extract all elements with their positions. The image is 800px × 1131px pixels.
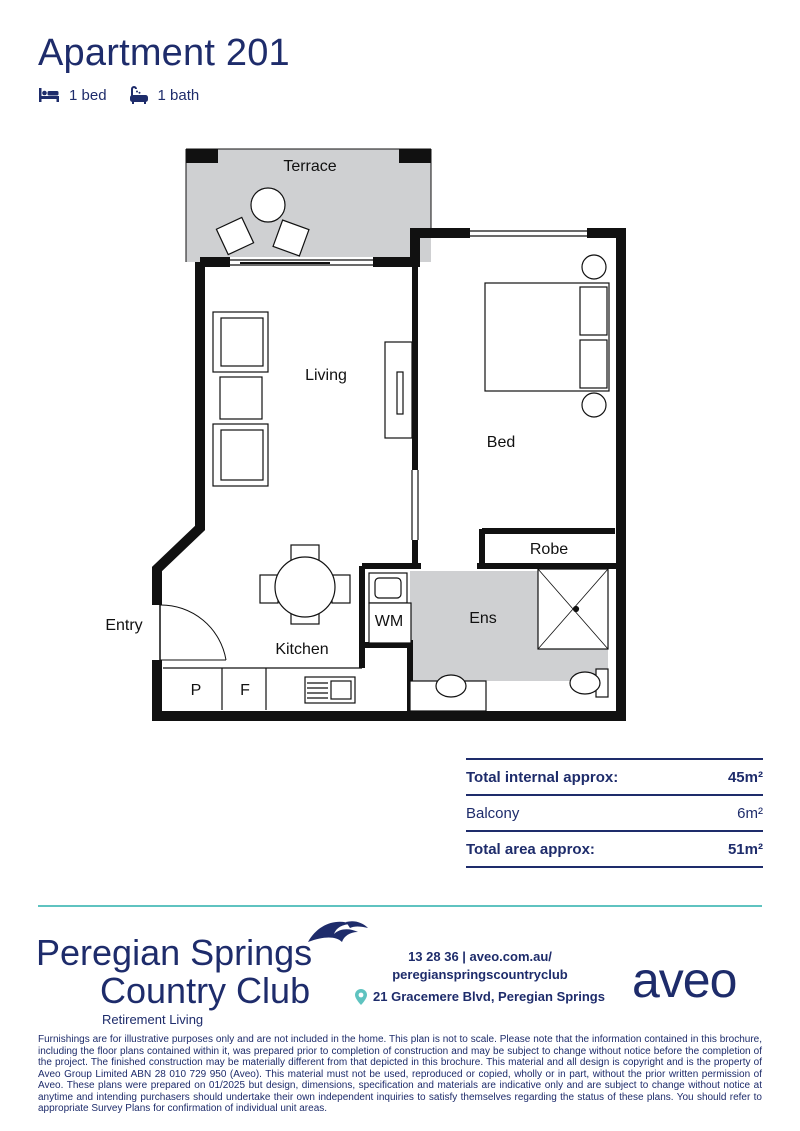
robe-label: Robe (529, 541, 569, 558)
kitchen-label: Kitchen (275, 641, 329, 658)
area-value: 6m² (737, 804, 763, 822)
peregian-springs-logo (36, 918, 336, 1028)
area-value: 51m² (727, 840, 763, 858)
fridge-label: F (240, 682, 250, 699)
web-path: peregianspringscountryclub (392, 967, 568, 982)
laundry-label: WM (374, 613, 404, 630)
disclaimer: Furnishings are for illustrative purposes only and are not included in the home. This plan is not to scale. Please note that the information contained in this brochure, including the floor plans contained within it, was prepared prior to completion of construction and may be subject to change without notice before the completion of the project. The finished construction may be materially different from that depicted in this brochure. This material and all design is copyright and is the property of Aveo Group Limited ABN 28 010 729 950 (Aveo). This material must not be used, reproduced or copied, wholly or in part, without the prior written permission of Aveo. These plans were prepared on 01/2025 but design, dimensions, specification and materials are indicative only and are subject to change without notice at anytime and intending purchasers should undertake their own independent inquiries to satisfy themselves regarding the status of these plans. You should refer to appropriate Survey Plans for confirmation of individual unit areas. (38, 1034, 762, 1114)
living-furniture (213, 312, 412, 486)
area-row-total (466, 832, 763, 868)
brand-subtitle: Retirement Living (102, 1012, 204, 1027)
laundry-fittings (369, 573, 411, 643)
living-label: Living (305, 367, 347, 384)
area-table (466, 758, 763, 868)
bed-label: Bed (486, 434, 516, 451)
baths-label: 1 bath (157, 86, 200, 104)
ensuite-label: Ens (469, 610, 497, 627)
pantry-label: P (190, 682, 202, 699)
terrace-wall-left (186, 149, 218, 163)
bed-sliding-door (412, 470, 418, 540)
entry-door-gap (151, 605, 163, 660)
dining-set (260, 545, 350, 624)
area-label: Total area approx: (466, 840, 595, 858)
terrace-label: Terrace (283, 158, 337, 175)
address-text: 21 Gracemere Blvd, Peregian Springs (373, 989, 605, 1004)
beds-label: 1 bed (69, 86, 107, 104)
area-row-internal (466, 760, 763, 796)
bed-furniture (485, 255, 609, 417)
entry-door (160, 605, 226, 660)
page-title: Apartment 201 (38, 32, 290, 74)
terrace-wall-right (399, 149, 431, 163)
phone-web: 13 28 36 | aveo.com.au/ (408, 949, 552, 964)
area-label: Total internal approx: (466, 768, 619, 786)
location-pin-icon (355, 989, 367, 1005)
footer-divider (38, 905, 762, 907)
area-value: 45m² (727, 768, 763, 786)
address-line (340, 988, 620, 1006)
area-row-balcony (466, 796, 763, 832)
area-label: Balcony (466, 804, 520, 822)
wave-icon (306, 918, 370, 946)
contact-info (340, 948, 620, 1006)
brand-name-line1: Peregian Springs (36, 932, 313, 973)
entry-label: Entry (105, 617, 143, 634)
aveo-logo: aveo (632, 952, 737, 1008)
brand-name-line2: Country Club (100, 970, 311, 1011)
